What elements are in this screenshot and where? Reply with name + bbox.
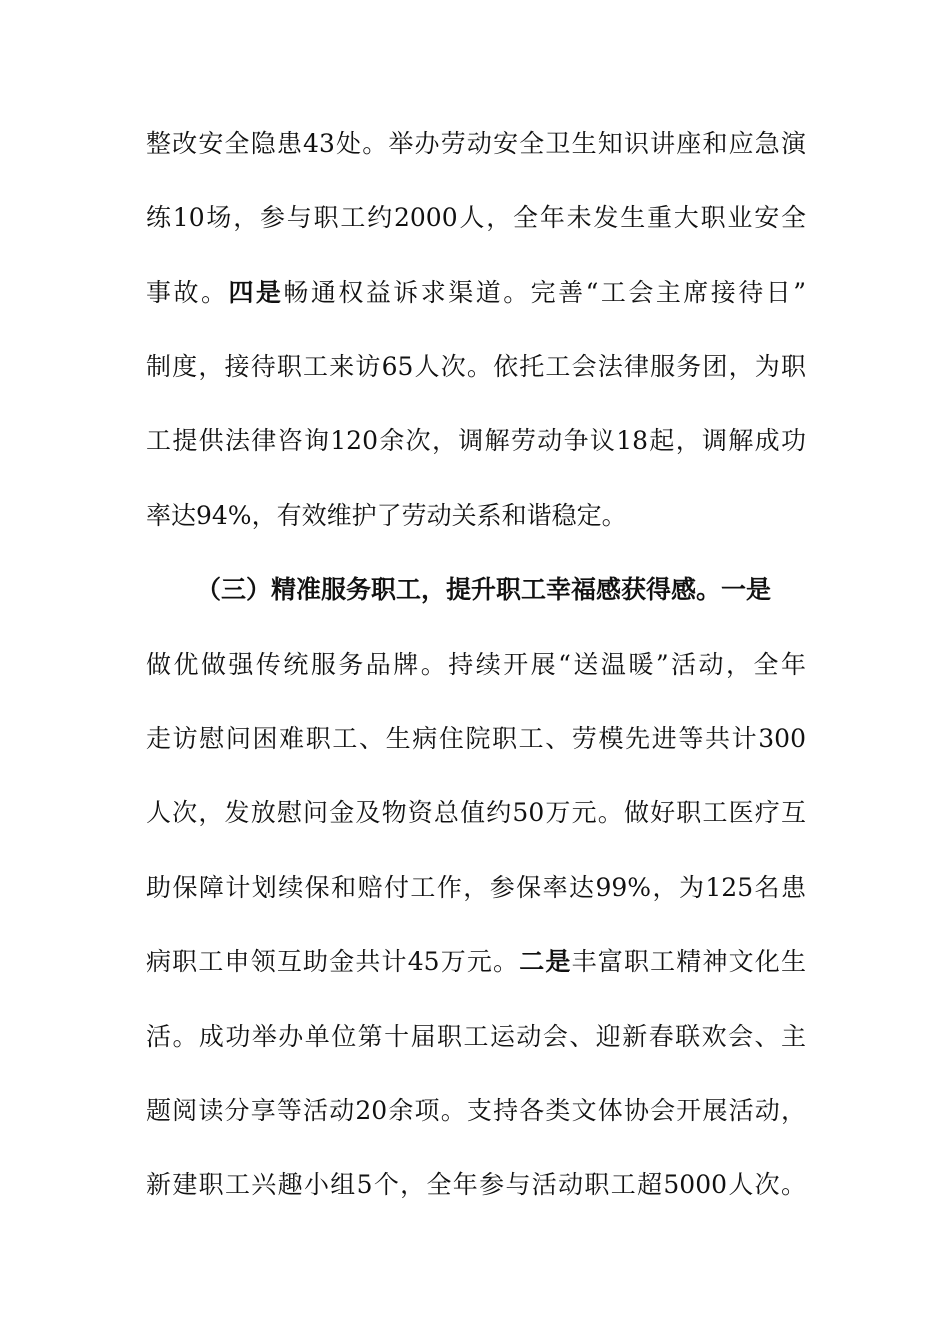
text-segment: 率达94%，有效维护了劳动关系和谐稳定。 [146, 501, 627, 530]
text-segment: 整改安全隐患43处。举办劳动安全卫生知识讲座和应急演 [146, 129, 806, 158]
text-line [146, 868, 806, 908]
text-line [146, 942, 806, 982]
text-segment: 活。成功举办单位第十届职工运动会、迎新春联欢会、主 [146, 1022, 806, 1051]
text-segment: 人次，发放慰问金及物资总值约50万元。做好职工医疗互 [146, 798, 806, 827]
bold-text-segment: （三）精准服务职工，提升职工幸福感获得感。一是 [196, 575, 772, 604]
text-line [146, 198, 806, 238]
text-line [146, 421, 806, 461]
text-line [146, 1091, 806, 1131]
text-line [146, 273, 806, 313]
text-segment: 助保障计划续保和赔付工作，参保率达99%，为125名患 [146, 873, 806, 902]
bold-text-segment: 四是 [228, 278, 284, 307]
text-segment: 做优做强传统服务品牌。持续开展“送温暖”活动，全年 [146, 650, 806, 679]
text-segment: 工提供法律咨询120余次，调解劳动争议18起，调解成功 [146, 426, 806, 455]
text-segment: 制度，接待职工来访65人次。依托工会法律服务团，为职 [146, 352, 806, 381]
text-segment: 走访慰问困难职工、生病住院职工、劳模先进等共计300 [146, 724, 806, 753]
text-segment: 题阅读分享等活动20余项。支持各类文体协会开展活动， [146, 1096, 806, 1125]
text-line [146, 1017, 806, 1057]
text-segment: 事故。 [146, 278, 229, 307]
text-line [146, 496, 806, 536]
text-segment: 丰富职工精神文化生 [571, 947, 806, 976]
text-segment: 畅通权益诉求渠道。完善“工会主席接待日” [283, 278, 806, 307]
bold-text-segment: 二是 [519, 947, 572, 976]
text-line [196, 570, 780, 610]
text-line [146, 793, 806, 833]
text-line [146, 124, 806, 164]
text-line [146, 347, 806, 387]
text-segment: 病职工申领互助金共计45万元。 [146, 947, 520, 976]
text-segment: 新建职工兴趣小组5个，全年参与活动职工超5000人次。 [146, 1170, 806, 1199]
text-line [146, 1165, 806, 1205]
text-line [146, 719, 806, 759]
text-segment: 练10场，参与职工约2000人，全年未发生重大职业安全 [146, 203, 806, 232]
text-line [146, 645, 806, 685]
